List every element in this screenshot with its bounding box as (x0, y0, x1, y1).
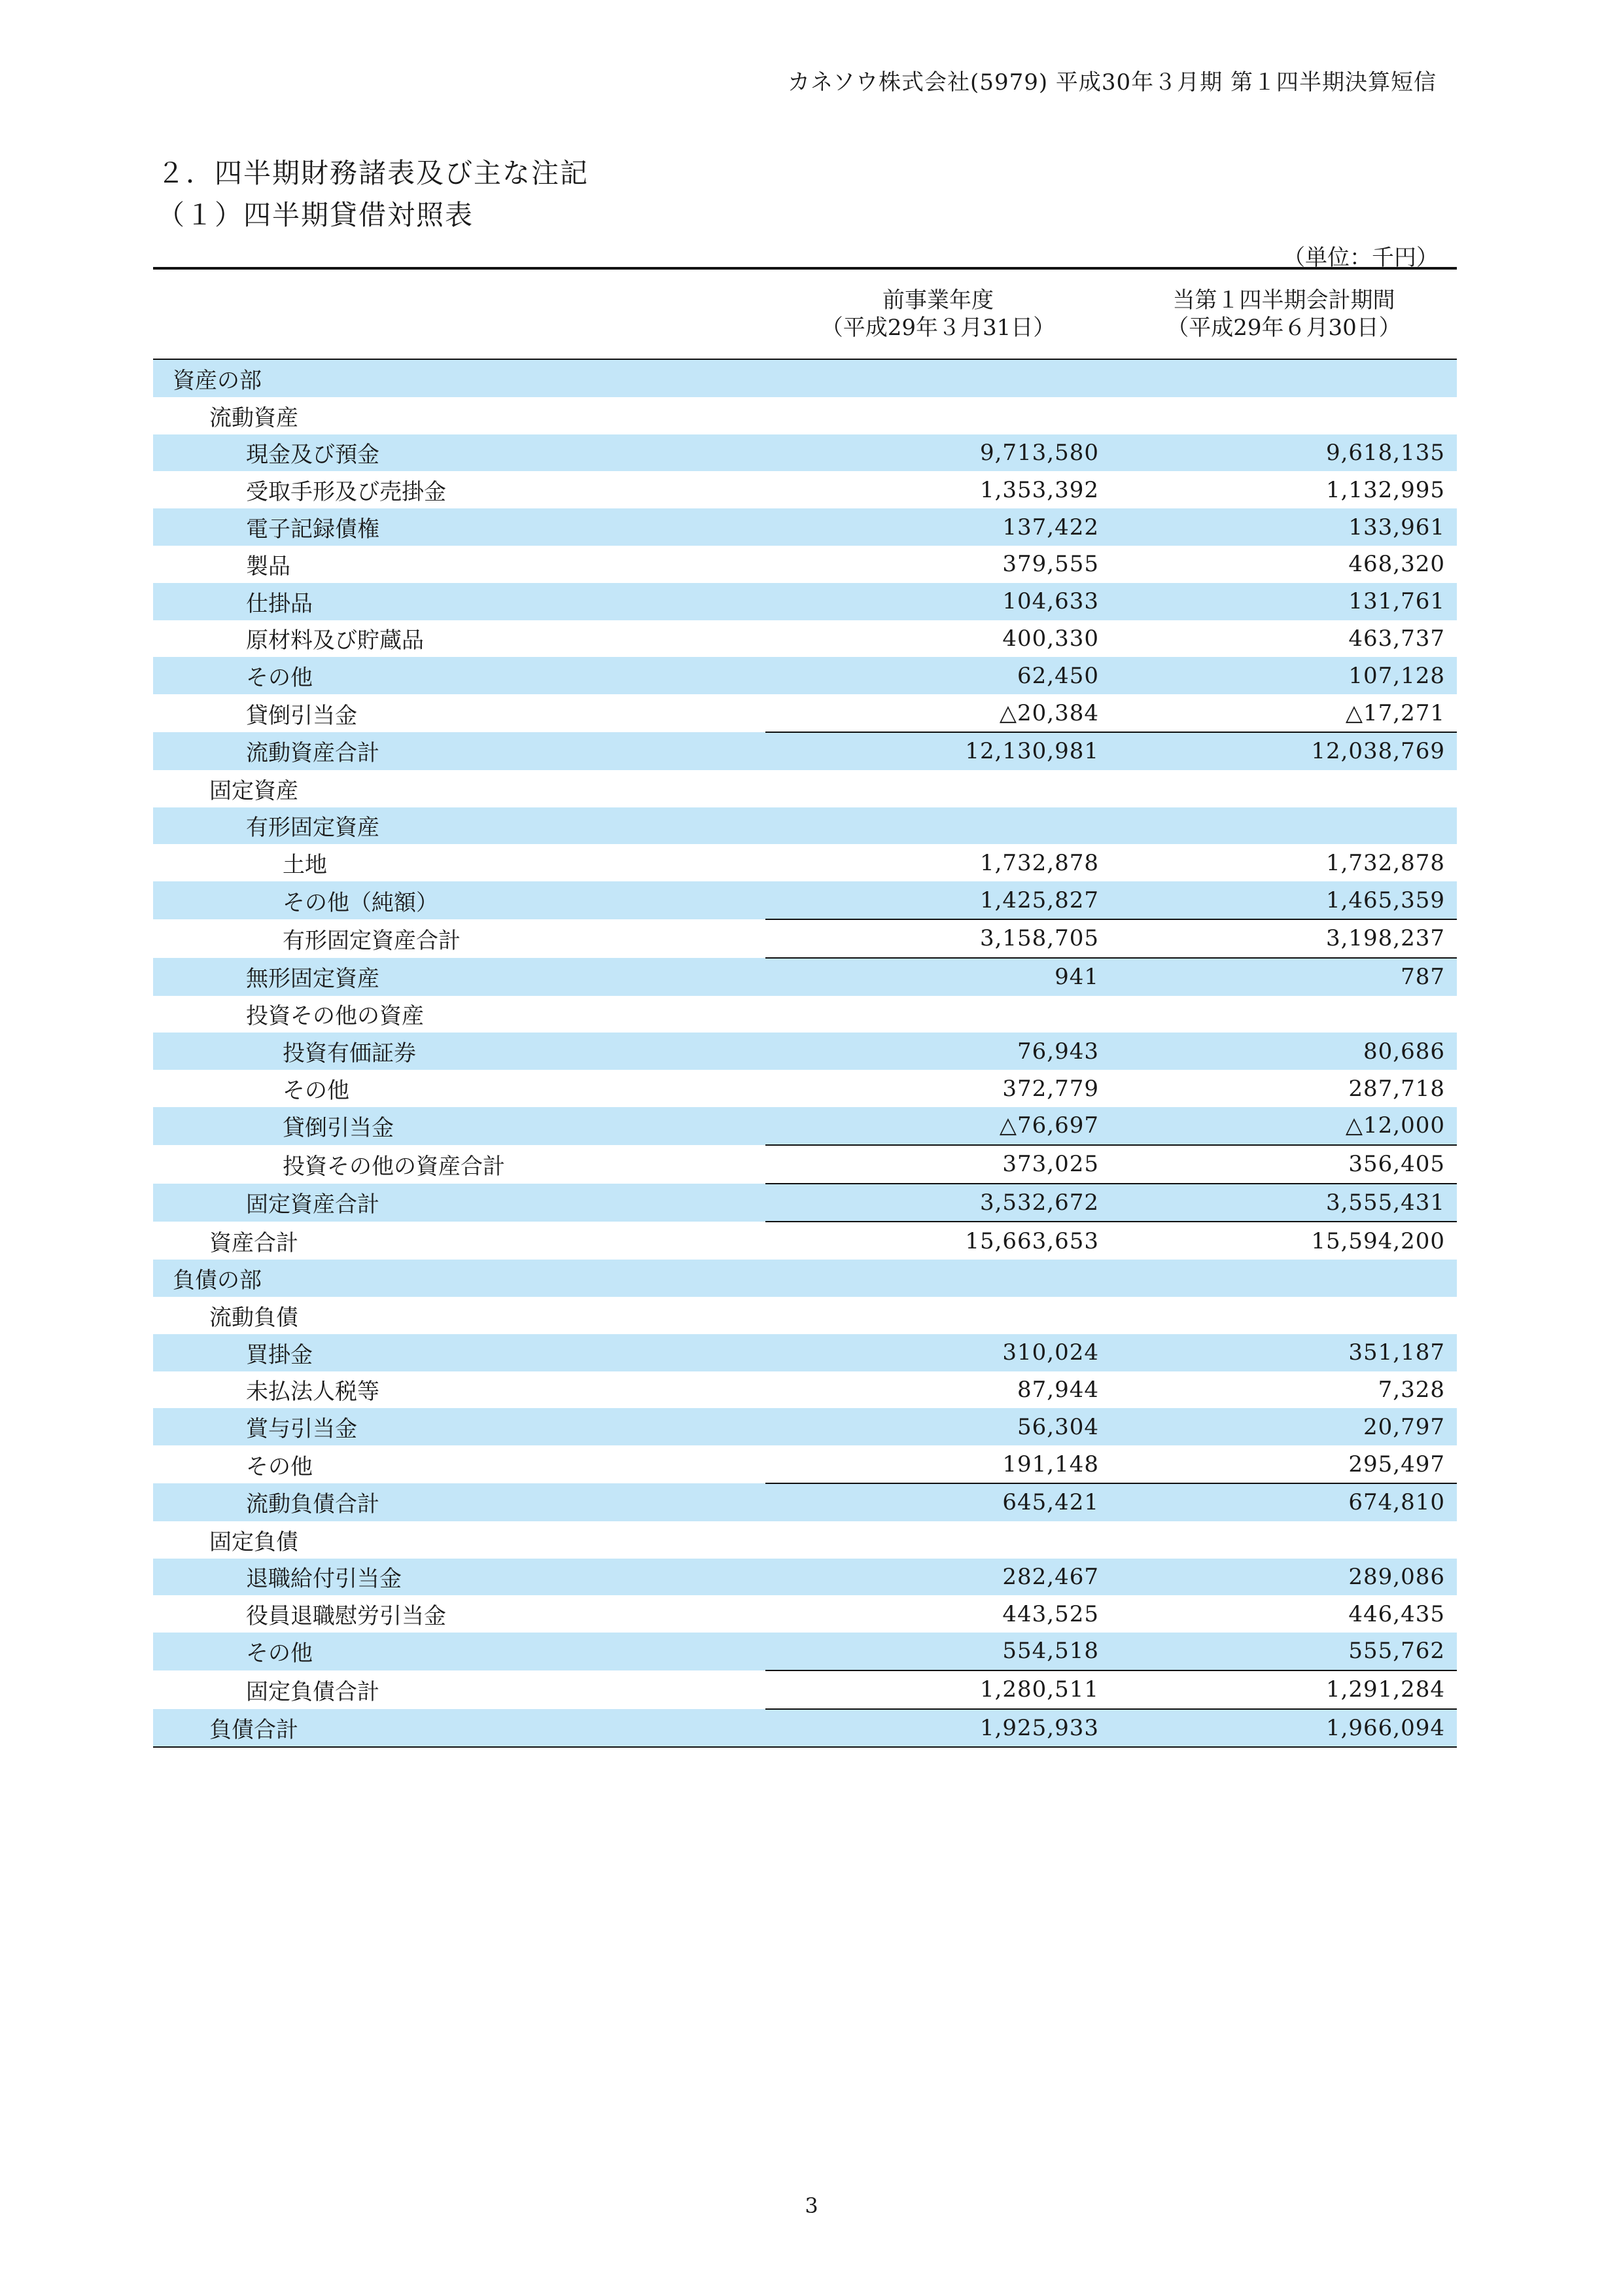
page-number: 3 (805, 2193, 818, 2218)
prev-value: 9,713,580 (765, 434, 1111, 472)
subtotal-row (153, 919, 1457, 958)
prev-value: 76,943 (765, 1033, 1111, 1070)
row-label: 資産の部 (153, 359, 765, 397)
row-label: その他（純額） (153, 881, 765, 919)
current-value: 287,718 (1348, 1075, 1445, 1102)
table-row (153, 583, 1457, 620)
prev-value: 1,425,827 (765, 881, 1111, 919)
subtotal-row (153, 1670, 1457, 1709)
current-value: 131,761 (1111, 583, 1457, 620)
current-value: 107,128 (1111, 657, 1457, 694)
current-value: 7,328 (1378, 1376, 1445, 1403)
row-label: 電子記録債権 (153, 508, 765, 546)
prev-value (765, 770, 1111, 807)
row-label: 買掛金 (153, 1334, 765, 1371)
prev-value: 104,633 (765, 583, 1111, 620)
balance-sheet-table (153, 267, 1457, 1748)
current-value: 1,132,995 (1325, 476, 1445, 503)
total-row (153, 1709, 1457, 1748)
row-label: 流動資産 (209, 404, 298, 431)
table-row (153, 807, 1457, 845)
table-row (153, 1070, 1457, 1107)
table-row (153, 471, 1457, 508)
subtotal-row (153, 732, 1457, 770)
header-current-period (1111, 268, 1457, 359)
current-period-title: 当第１四半期会計期間 (1172, 287, 1395, 313)
table-row (153, 657, 1457, 694)
prev-value: 12,130,981 (765, 732, 1111, 770)
prev-value: △76,697 (765, 1107, 1111, 1145)
row-label: 資産合計 (209, 1229, 298, 1256)
current-value: 3,555,431 (1111, 1184, 1457, 1222)
row-label: 負債合計 (153, 1709, 765, 1748)
row-label: 退職給付引当金 (153, 1559, 765, 1596)
table-row (153, 1521, 1457, 1559)
prev-value: 372,779 (1002, 1075, 1099, 1102)
current-value (1111, 1521, 1457, 1559)
prev-value: 137,422 (765, 508, 1111, 546)
row-label: 役員退職慰労引当金 (246, 1603, 446, 1630)
prev-value (765, 1297, 1111, 1334)
prev-value: 1,280,511 (765, 1670, 1111, 1709)
table-row (153, 844, 1457, 881)
row-label: 貸倒引当金 (246, 702, 357, 729)
current-value: 787 (1111, 958, 1457, 996)
row-label: 投資その他の資産 (246, 1003, 424, 1030)
current-value: 12,038,769 (1111, 732, 1457, 770)
table-header-row (153, 268, 1457, 359)
prev-value: 56,304 (765, 1408, 1111, 1445)
row-label: 投資その他の資産合計 (283, 1153, 505, 1180)
prev-period-date: （平成29年３月31日） (820, 315, 1056, 341)
table-row (153, 546, 1457, 583)
current-value: 356,405 (1111, 1145, 1457, 1184)
table-row (153, 1595, 1457, 1633)
prev-value (765, 807, 1111, 845)
row-label: 負債の部 (153, 1260, 765, 1297)
prev-value: 1,353,392 (979, 476, 1099, 503)
current-value: 1,291,284 (1111, 1670, 1457, 1709)
prev-value (765, 1260, 1111, 1297)
current-value: 9,618,135 (1111, 434, 1457, 472)
prev-value: △20,384 (999, 699, 1099, 726)
total-row (153, 1222, 1457, 1260)
row-label: 原材料及び貯蔵品 (246, 627, 424, 654)
row-label: 受取手形及び売掛金 (246, 479, 446, 506)
current-value (1111, 359, 1457, 397)
current-value (1111, 770, 1457, 807)
current-value: 289,086 (1111, 1559, 1457, 1596)
row-label: 賞与引当金 (153, 1408, 765, 1445)
table-row (153, 694, 1457, 732)
table-row (153, 1297, 1457, 1334)
prev-value (765, 397, 1111, 434)
row-label: 流動負債 (209, 1304, 298, 1331)
table-row (153, 620, 1457, 658)
table-row (153, 1559, 1457, 1596)
section-title: ２．四半期財務諸表及び主な注記 (157, 157, 589, 189)
prev-value: 1,925,933 (765, 1709, 1111, 1748)
current-value: 463,737 (1348, 625, 1445, 652)
prev-value: 373,025 (765, 1145, 1111, 1184)
current-value (1111, 397, 1457, 434)
row-label: その他 (283, 1078, 349, 1104)
prev-value (765, 1521, 1111, 1559)
table-row (153, 1260, 1457, 1297)
table-row (153, 434, 1457, 472)
table-row (153, 1408, 1457, 1445)
prev-value: 191,148 (1002, 1451, 1099, 1477)
prev-value: 941 (765, 958, 1111, 996)
current-value: 351,187 (1111, 1334, 1457, 1371)
header-prev-period (765, 268, 1111, 359)
header-label-cell (153, 268, 765, 359)
prev-value: 310,024 (765, 1334, 1111, 1371)
row-label: 土地 (283, 852, 327, 879)
current-value (1111, 1260, 1457, 1297)
prev-value (765, 996, 1111, 1033)
subtotal-row (153, 1184, 1457, 1222)
prev-value: 400,330 (1002, 625, 1099, 652)
row-label: その他 (153, 1633, 765, 1670)
prev-value: 3,532,672 (765, 1184, 1111, 1222)
subtotal-row (153, 1145, 1457, 1184)
current-value: △17,271 (1345, 699, 1445, 726)
current-value: 3,198,237 (1111, 919, 1457, 958)
table-row (153, 1371, 1457, 1409)
prev-value: 554,518 (765, 1633, 1111, 1670)
prev-value: 645,421 (765, 1483, 1111, 1521)
prev-value: 62,450 (765, 657, 1111, 694)
current-value (1111, 807, 1457, 845)
current-value: 80,686 (1111, 1033, 1457, 1070)
table-row (153, 1107, 1457, 1145)
prev-period-title: 前事業年度 (882, 287, 994, 313)
table-row (153, 1445, 1457, 1483)
current-value: 1,732,878 (1325, 849, 1445, 876)
current-value: 674,810 (1111, 1483, 1457, 1521)
current-value: 133,961 (1111, 508, 1457, 546)
table-row (153, 397, 1457, 434)
current-value: 20,797 (1111, 1408, 1457, 1445)
row-label: 仕掛品 (153, 583, 765, 620)
table-row (153, 1033, 1457, 1070)
row-label: 未払法人税等 (246, 1379, 379, 1405)
prev-value: 379,555 (1002, 551, 1099, 578)
table-row (153, 770, 1457, 807)
row-label: 固定負債 (209, 1528, 298, 1555)
current-value: △12,000 (1111, 1107, 1457, 1145)
current-value: 15,594,200 (1111, 1222, 1457, 1260)
current-value (1111, 1297, 1457, 1334)
subtotal-row (153, 1483, 1457, 1521)
row-label: 有形固定資産 (153, 807, 765, 845)
row-label: 投資有価証券 (153, 1033, 765, 1070)
table-row (153, 1334, 1457, 1371)
current-value: 295,497 (1348, 1451, 1445, 1477)
table-row (153, 508, 1457, 546)
prev-value: 1,732,878 (979, 849, 1099, 876)
row-label: 流動負債合計 (153, 1483, 765, 1521)
table-row (153, 958, 1457, 996)
prev-value: 87,944 (1017, 1376, 1099, 1403)
company-header: カネソウ株式会社(5979) 平成30年３月期 第１四半期決算短信 (788, 69, 1437, 96)
row-label: 貸倒引当金 (153, 1107, 765, 1145)
row-label: 製品 (246, 553, 290, 580)
unit-label: （単位：千円） (1283, 245, 1439, 271)
prev-value: 15,663,653 (765, 1222, 1111, 1260)
current-period-date: （平成29年６月30日） (1166, 315, 1401, 341)
row-label: その他 (153, 657, 765, 694)
current-value: 446,435 (1348, 1600, 1445, 1627)
row-label: 有形固定資産合計 (283, 927, 461, 954)
prev-value (765, 359, 1111, 397)
table-row (153, 996, 1457, 1033)
row-label: その他 (246, 1453, 313, 1480)
current-value (1111, 996, 1457, 1033)
current-value: 555,762 (1111, 1633, 1457, 1670)
current-value: 468,320 (1348, 551, 1445, 578)
prev-value: 3,158,705 (765, 919, 1111, 958)
row-label: 固定資産合計 (153, 1184, 765, 1222)
row-label: 固定資産 (209, 777, 298, 804)
table-row (153, 881, 1457, 919)
current-value: 1,465,359 (1111, 881, 1457, 919)
table-row (153, 1633, 1457, 1670)
row-label: 固定負債合計 (246, 1678, 379, 1705)
prev-value: 282,467 (765, 1559, 1111, 1596)
row-label: 現金及び預金 (153, 434, 765, 472)
subsection-title: （１）四半期貸借対照表 (157, 199, 474, 231)
current-value: 1,966,094 (1111, 1709, 1457, 1748)
table-row (153, 359, 1457, 397)
row-label: 流動資産合計 (153, 732, 765, 770)
prev-value: 443,525 (1002, 1600, 1099, 1627)
row-label: 無形固定資産 (153, 958, 765, 996)
